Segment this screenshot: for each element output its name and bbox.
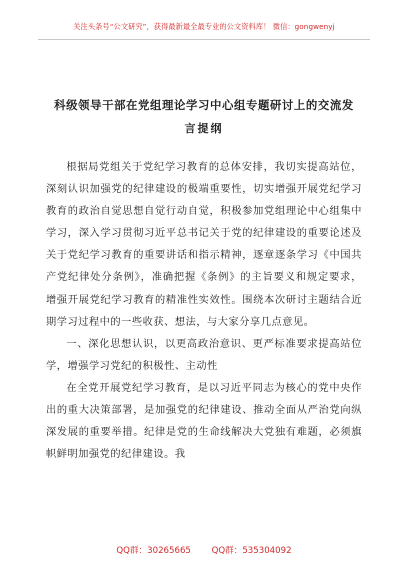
- document-body: [46, 157, 362, 466]
- header-divider: [38, 39, 370, 40]
- paragraph-intro: 根据局党组关于党纪学习教育的总体安排，我切实提高站位，深刻认识加强党的纪律建设的极端重要性，切实增强开展党纪学习教育的政治自觉思想自觉行动自觉，积极参加党组理论中心组集中学习，深入学习贯彻习近平总书记关于党的纪律建设的重要论述及关于党纪学习教育的重要讲话和指示精神，逐章逐条学习《中国共产党纪律处分条例》，准确把握《条例》的主旨要义和规定要求，增强开展党纪学习教育的精准性实效性。围绕本次研讨主题结合近期学习过程中的一些收获、想法，与大家分享几点意见。: [46, 162, 362, 328]
- footer-qq-group-1: QQ群：30265665: [116, 546, 191, 556]
- header-banner: 关注头条号“公文研究”，获得最新最全最专业的公文资料库！ 微信：gongwenyj: [73, 22, 335, 31]
- footer-qq-group-2: QQ群：535304092: [211, 546, 292, 556]
- document-title: 科级领导干部在党组理论学习中心组专题研讨上的交流发: [54, 98, 354, 112]
- paragraph-section-heading: 一、深化思想认识，以更高政治意识、更严标准要求提高站位学，增强学习党纪的积极性、主动性: [46, 338, 362, 372]
- footer: [0, 544, 408, 556]
- paragraph-section-body: 在全党开展党纪学习教育，是以习近平同志为核心的党中央作出的重大决策部署，是加强党的纪律建设、推动全面从严治党向纵深发展的重要举措。纪律是党的生命线解决大党独有难题，必须旗帜鲜明加强党的纪律建设。我: [46, 382, 362, 461]
- document-title-continuation: 言提纲: [184, 122, 224, 135]
